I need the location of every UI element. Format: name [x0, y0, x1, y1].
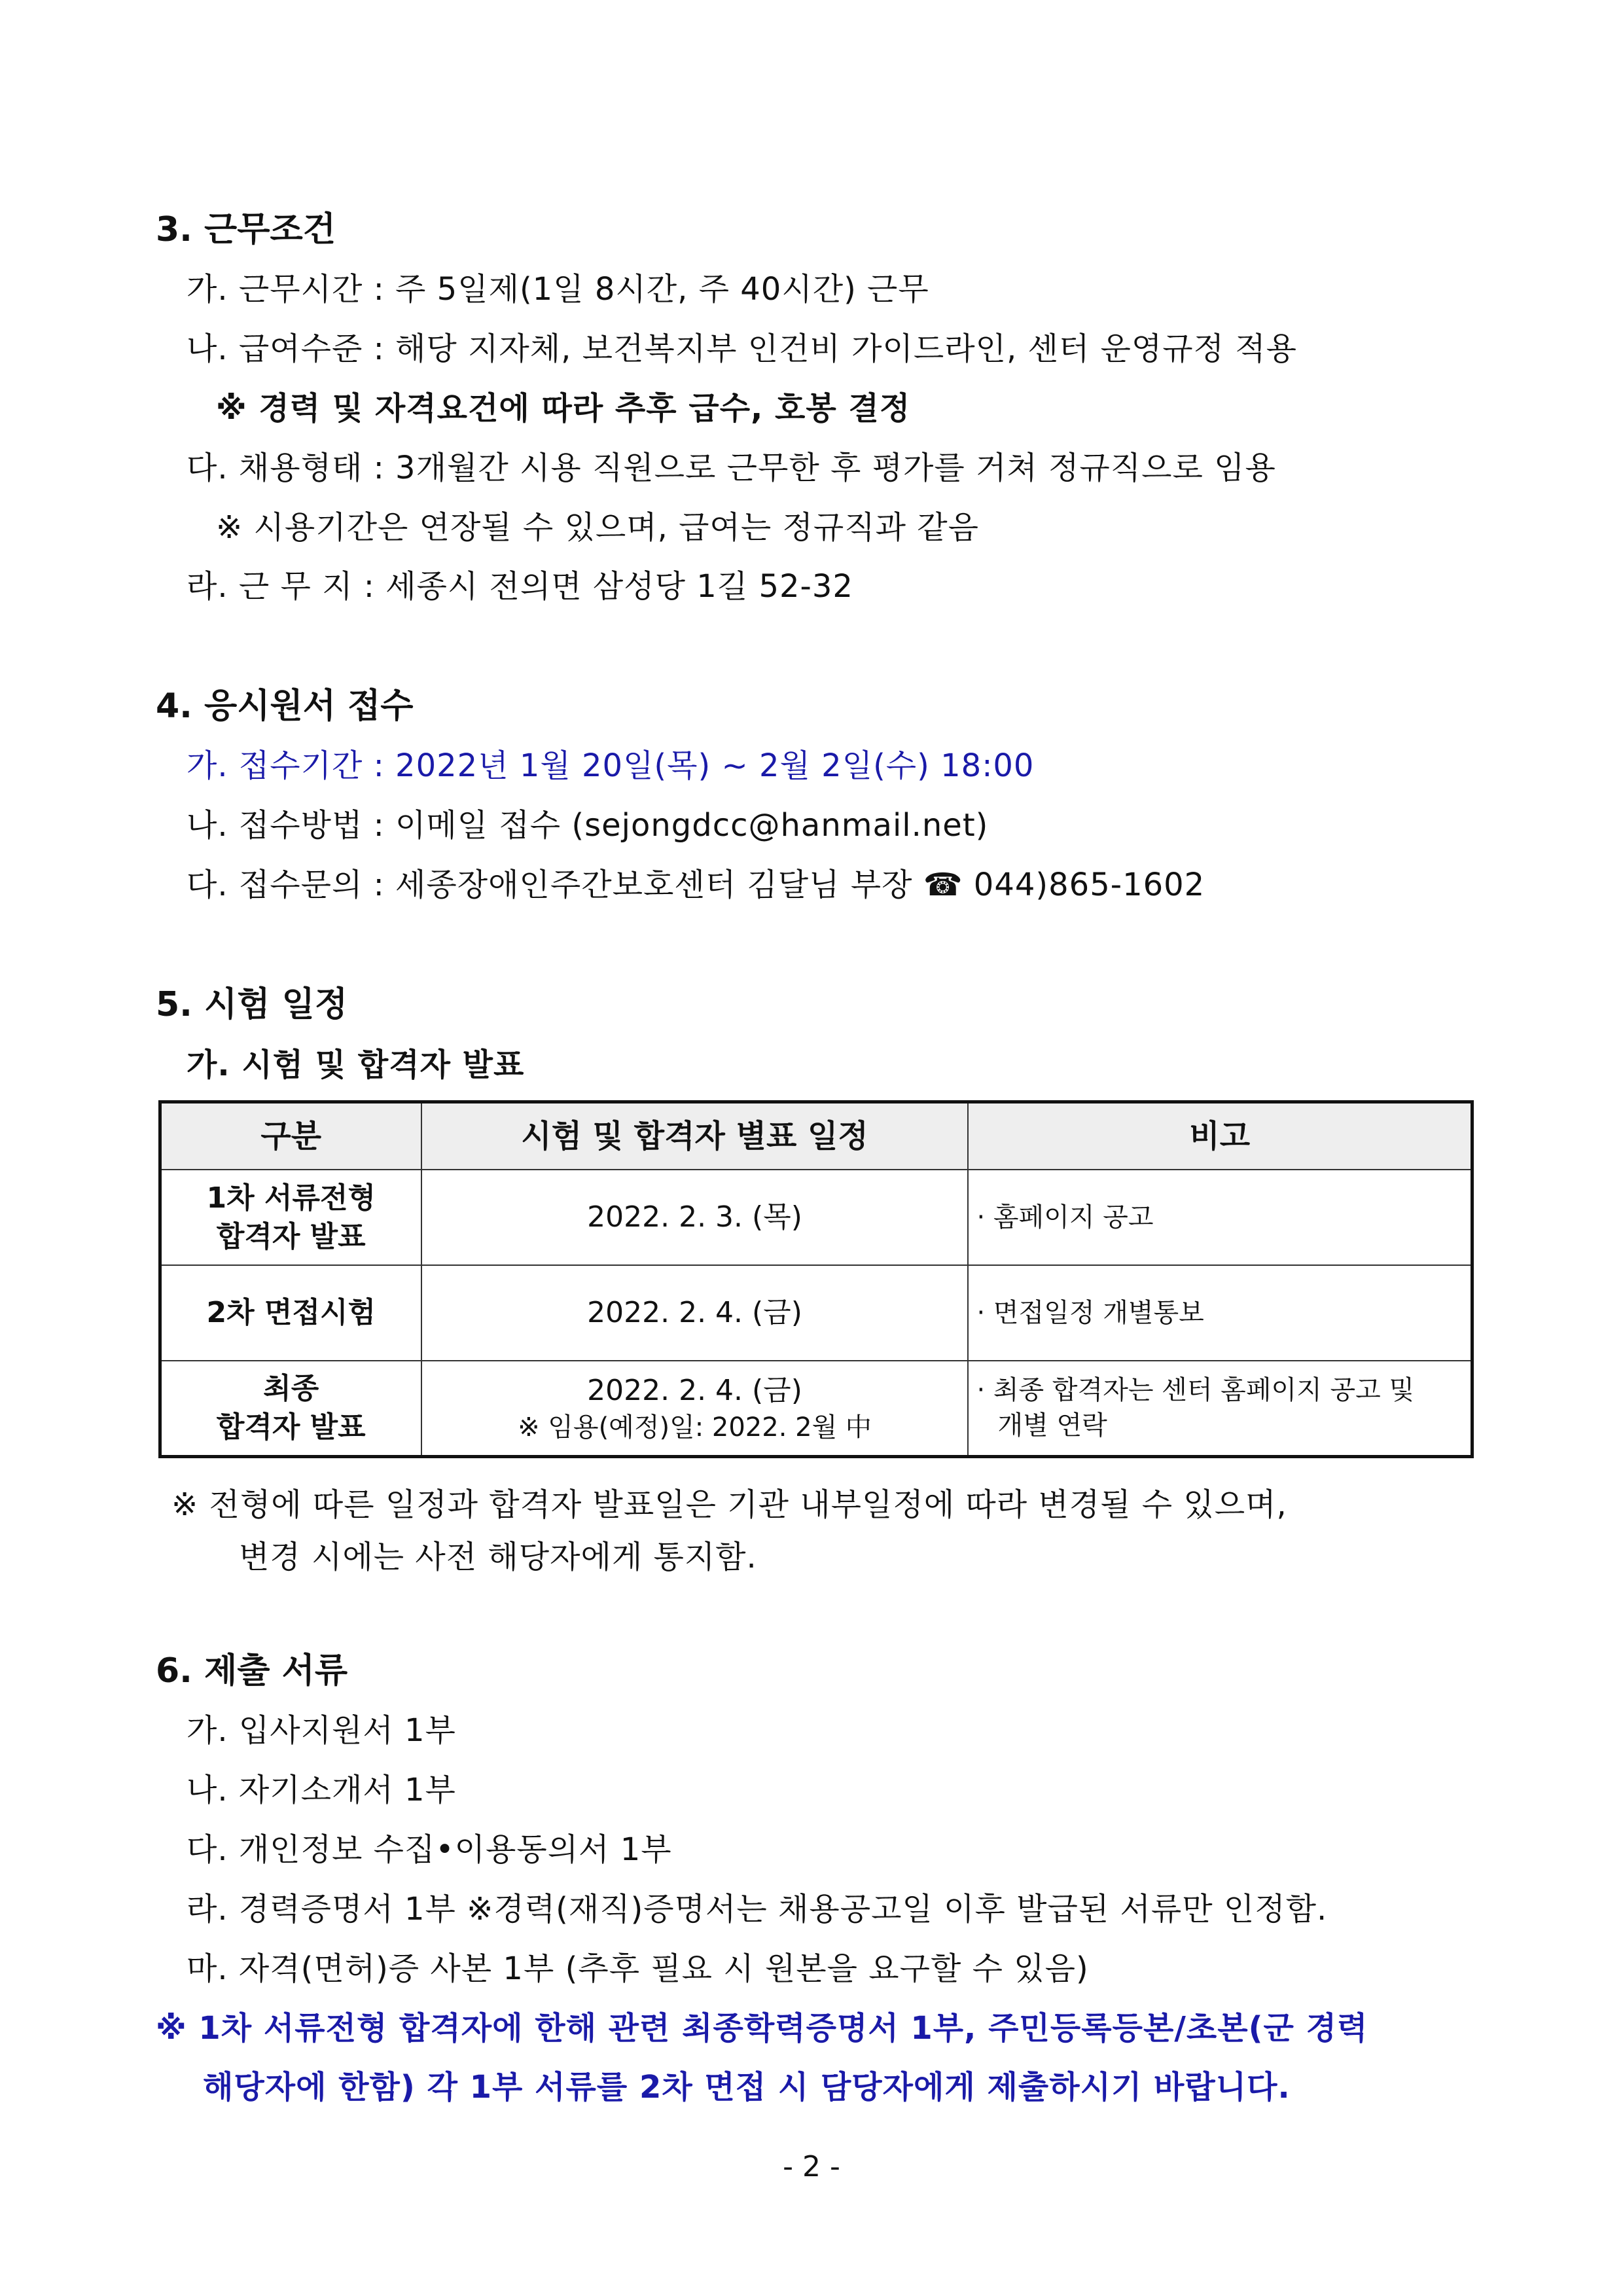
doc-item-5: 마. 자격(면허)증 사본 1부 (추후 필요 시 원본을 요구할 수 있음)	[187, 1950, 1089, 1987]
inquiry-text: 다. 접수문의 : 세종장애인주간보호센터 김달님 부장	[187, 867, 913, 903]
docs-note-line-1: ※ 1차 서류전형 합격자에 한해 관련 최종학력증명서 1부, 주민등록등본/초본(군 경력	[156, 2010, 1368, 2047]
row-date: 2022. 2. 4. (금)	[421, 1265, 969, 1361]
header-category: 구분	[160, 1102, 421, 1170]
salary-line: 나. 급여수준 : 해당 지자체, 보건복지부 인건비 가이드라인, 센터 운영규정 적용	[187, 331, 1297, 367]
table-header-row	[160, 1102, 1472, 1170]
row-category: 최종 합격자 발표	[160, 1361, 421, 1456]
table-row	[160, 1361, 1472, 1456]
section-4-title: 4. 응시원서 접수	[156, 687, 414, 726]
doc-item-1: 가. 입사지원서 1부	[187, 1712, 456, 1749]
section-3-title: 3. 근무조건	[156, 210, 336, 249]
header-remarks: 비고	[968, 1102, 1472, 1170]
row-remark: · 최종 합격자는 센터 홈페이지 공고 및 개별 연락	[968, 1361, 1472, 1456]
table-row	[160, 1265, 1472, 1361]
doc-item-4: 라. 경력증명서 1부 ※경력(재직)증명서는 채용공고일 이후 발급된 서류만 인정함.	[187, 1891, 1328, 1928]
row-date: 2022. 2. 4. (금) ※ 임용(예정)일: 2022. 2월 中	[421, 1361, 969, 1456]
appointment-note: ※ 임용(예정)일: 2022. 2월 中	[518, 1412, 872, 1443]
table-row	[160, 1170, 1472, 1265]
employment-type-line: 다. 채용형태 : 3개월간 시용 직원으로 근무한 후 평가를 거쳐 정규직으로 임용	[187, 450, 1276, 486]
phone-icon: ☎	[923, 867, 963, 903]
row-category: 1차 서류전형 합격자 발표	[160, 1170, 421, 1265]
doc-item-3: 다. 개인정보 수집•이용동의서 1부	[187, 1831, 672, 1868]
header-schedule: 시험 및 합격자 별표 일정	[421, 1102, 969, 1170]
docs-note-line-2: 해당자에 한함) 각 1부 서류를 2차 면접 시 담당자에게 제출하시기 바랍니다.	[203, 2069, 1291, 2106]
application-method-line: 나. 접수방법 : 이메일 접수 (sejongdcc@hanmail.net)	[187, 807, 989, 844]
salary-note: ※ 경력 및 자격요건에 따라 추후 급수, 호봉 결정	[216, 390, 911, 427]
phone-number: 044)865-1602	[973, 867, 1205, 903]
schedule-table	[158, 1100, 1474, 1458]
page-number: - 2 -	[783, 2150, 840, 2183]
row-date: 2022. 2. 3. (목)	[421, 1170, 969, 1265]
work-location-line: 라. 근 무 지 : 세종시 전의면 삼성당 1길 52-32	[187, 568, 853, 605]
work-hours-line: 가. 근무시간 : 주 5일제(1일 8시간, 주 40시간) 근무	[187, 271, 929, 308]
row-remark: · 홈페이지 공고	[968, 1170, 1472, 1265]
schedule-subtitle: 가. 시험 및 합격자 발표	[187, 1047, 525, 1083]
application-period-line: 가. 접수기간 : 2022년 1월 20일(목) ~ 2월 2일(수) 18:00	[187, 747, 1035, 784]
doc-item-2: 나. 자기소개서 1부	[187, 1772, 456, 1808]
schedule-note-line-2: 변경 시에는 사전 해당자에게 통지함.	[239, 1539, 757, 1575]
probation-note: ※ 시용기간은 연장될 수 있으며, 급여는 정규직과 같음	[216, 509, 980, 546]
section-5-title: 5. 시험 일정	[156, 985, 348, 1024]
schedule-note-line-1: ※ 전형에 따른 일정과 합격자 발표일은 기관 내부일정에 따라 변경될 수 있으며,	[171, 1486, 1287, 1523]
section-6-title: 6. 제출 서류	[156, 1651, 348, 1691]
row-remark: · 면접일정 개별통보	[968, 1265, 1472, 1361]
inquiry-line	[187, 859, 1205, 905]
row-category: 2차 면접시험	[160, 1265, 421, 1361]
